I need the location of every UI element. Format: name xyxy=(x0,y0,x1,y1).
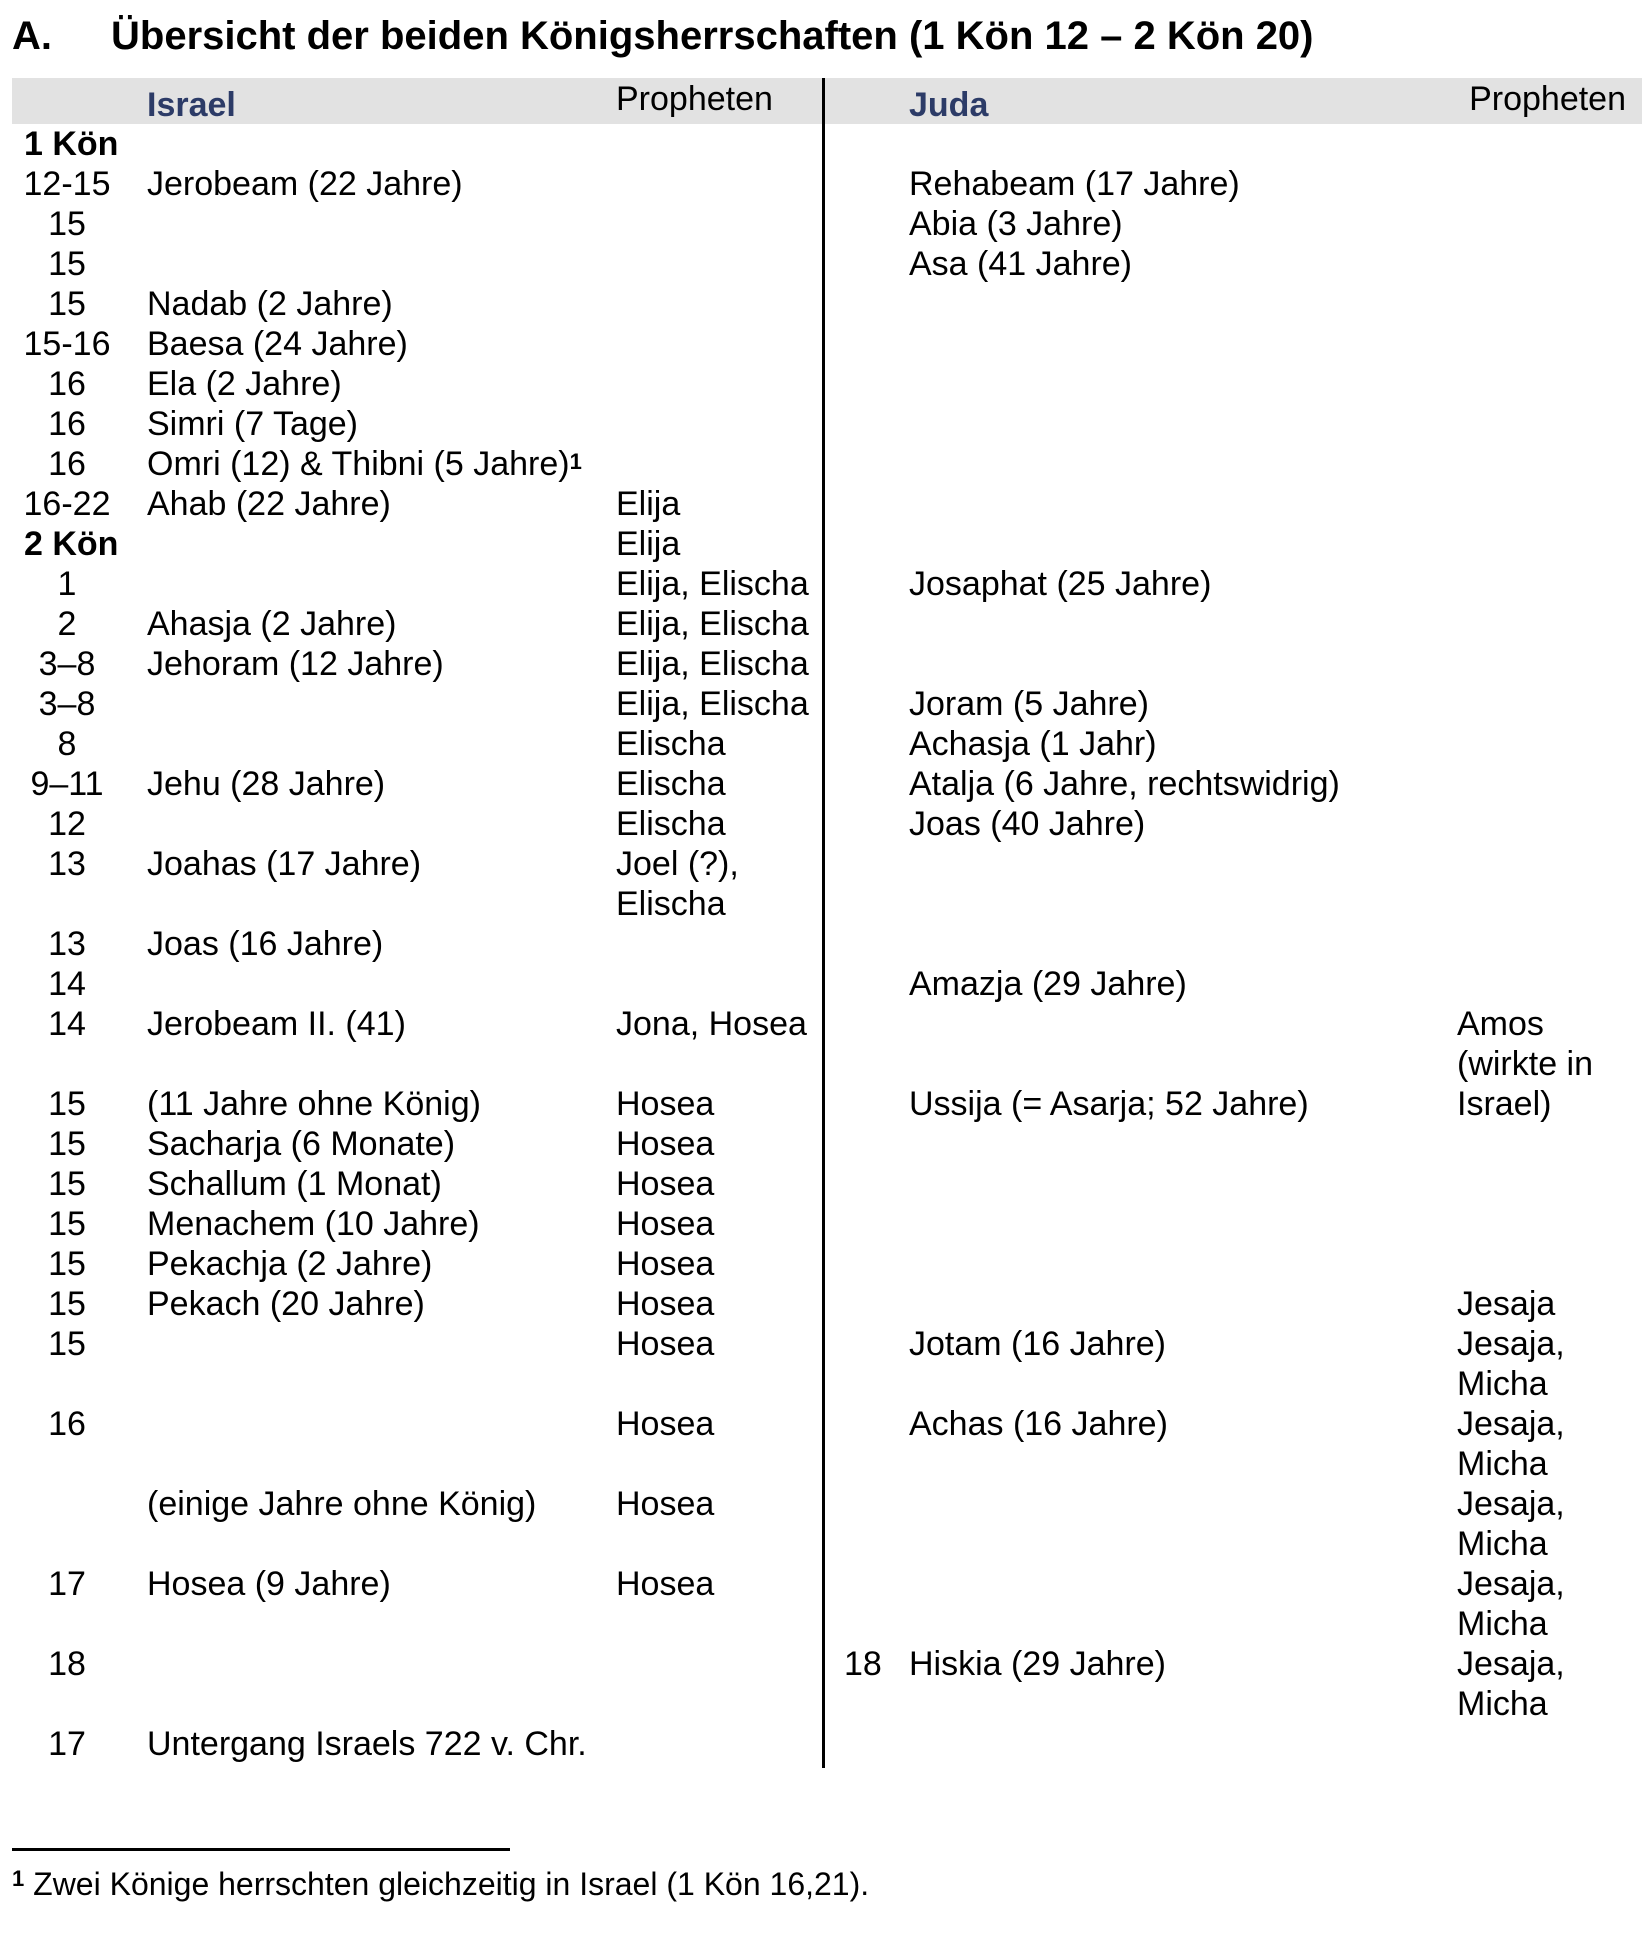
row-reference: 16 xyxy=(48,365,86,403)
juda-king: Amazja (29 Jahre) xyxy=(909,965,1187,1003)
table-row xyxy=(12,1484,1642,1564)
row-reference: 9–11 xyxy=(30,765,104,803)
table-row xyxy=(12,524,1642,564)
juda-king: Joas (40 Jahre) xyxy=(909,805,1146,843)
israel-prophets: Elija, Elischa xyxy=(616,605,809,643)
juda-king: Joram (5 Jahre) xyxy=(909,685,1149,723)
israel-prophets: Hosea xyxy=(616,1405,715,1443)
juda-king: Rehabeam (17 Jahre) xyxy=(909,165,1240,203)
row-reference: 15 xyxy=(48,1285,86,1323)
israel-king: (11 Jahre ohne König) xyxy=(147,1085,481,1123)
row-reference: 8 xyxy=(57,725,77,763)
israel-prophets: Elija, Elischa xyxy=(616,685,809,723)
row-reference: 16 xyxy=(48,445,86,483)
row-reference: 16-22 xyxy=(23,485,111,523)
table-row xyxy=(12,1284,1642,1324)
israel-prophets: Elija, Elischa xyxy=(616,565,809,603)
table-row xyxy=(12,684,1642,724)
table-row xyxy=(12,724,1642,764)
row-reference: 14 xyxy=(48,1005,86,1043)
table-row xyxy=(12,284,1642,324)
israel-king xyxy=(147,444,607,484)
row-reference: 3–8 xyxy=(38,685,96,723)
row-reference: 15 xyxy=(48,1165,86,1203)
table-row xyxy=(12,964,1642,1004)
israel-king: Jerobeam II. (41) xyxy=(147,1005,406,1043)
juda-prophets: Jesaja xyxy=(1457,1285,1556,1323)
israel-king: Ahasja (2 Jahre) xyxy=(147,605,397,643)
column-header-juda: Juda xyxy=(909,86,989,124)
table-row xyxy=(12,644,1642,684)
israel-king-text: Omri (12) & Thibni (5 Jahre) xyxy=(147,445,570,483)
table-row xyxy=(12,164,1642,204)
israel-prophets: Elija xyxy=(616,485,681,523)
juda-king: Hiskia (29 Jahre) xyxy=(909,1645,1166,1683)
table-row xyxy=(12,564,1642,604)
israel-prophets: Hosea xyxy=(616,1165,715,1203)
table-row xyxy=(12,1404,1642,1484)
row-reference: 16 xyxy=(48,405,86,443)
row-reference: 15 xyxy=(48,205,86,243)
table-row xyxy=(12,1164,1642,1204)
israel-king: Pekach (20 Jahre) xyxy=(147,1285,425,1323)
table-row xyxy=(12,484,1642,524)
table-row xyxy=(12,124,1642,164)
table-row xyxy=(12,204,1642,244)
israel-king: Ela (2 Jahre) xyxy=(147,365,342,403)
juda-prophets: Jesaja, Micha xyxy=(1457,1325,1565,1403)
table-row xyxy=(12,1244,1642,1284)
juda-king: Atalja (6 Jahre, rechtswidrig) xyxy=(909,765,1340,803)
row-reference: 18 xyxy=(48,1645,86,1683)
israel-prophets: Joel (?), Elischa xyxy=(616,845,739,923)
juda-prophets: Jesaja, Micha xyxy=(1457,1645,1565,1723)
israel-prophets: Hosea xyxy=(616,1085,715,1123)
israel-prophets: Hosea xyxy=(616,1565,715,1603)
table-body xyxy=(12,124,1642,1764)
kings-table xyxy=(12,78,1642,1768)
footnote xyxy=(12,1866,869,1903)
table-row xyxy=(12,1564,1642,1644)
juda-prophets: Jesaja, Micha xyxy=(1457,1485,1565,1563)
israel-prophets: Hosea xyxy=(616,1285,715,1323)
israel-king: Simri (7 Tage) xyxy=(147,405,358,443)
juda-king: Ussija (= Asarja; 52 Jahre) xyxy=(909,1085,1309,1123)
israel-king: Joas (16 Jahre) xyxy=(147,925,384,963)
row-reference: 14 xyxy=(48,965,86,1003)
israel-king: Jehu (28 Jahre) xyxy=(147,765,386,803)
row-reference: 15 xyxy=(48,1325,86,1363)
juda-prophets: Amos (wirkte in Israel) xyxy=(1457,1005,1594,1123)
table-row xyxy=(12,764,1642,804)
israel-king: (einige Jahre ohne König) xyxy=(147,1485,537,1523)
section-label: A. xyxy=(12,14,52,58)
israel-prophets: Hosea xyxy=(616,1245,715,1283)
israel-king: Pekachja (2 Jahre) xyxy=(147,1245,433,1283)
israel-king: Sacharja (6 Monate) xyxy=(147,1125,456,1163)
column-header-prophets-juda: Propheten xyxy=(1469,80,1626,118)
table-row xyxy=(12,844,1642,924)
row-reference: 15 xyxy=(48,245,86,283)
table-row xyxy=(12,604,1642,644)
israel-prophets: Hosea xyxy=(616,1325,715,1363)
israel-king: Schallum (1 Monat) xyxy=(147,1165,442,1203)
table-row xyxy=(12,404,1642,444)
juda-king: Achasja (1 Jahr) xyxy=(909,725,1157,763)
row-reference: 15 xyxy=(48,1245,86,1283)
israel-king: Hosea (9 Jahre) xyxy=(147,1565,391,1603)
document-heading xyxy=(12,6,1642,62)
row-reference: 15-16 xyxy=(23,325,111,363)
israel-prophets: Hosea xyxy=(616,1125,715,1163)
table-row xyxy=(12,244,1642,284)
israel-king: Ahab (22 Jahre) xyxy=(147,485,391,523)
row-reference: 3–8 xyxy=(38,645,96,683)
juda-king: Josaphat (25 Jahre) xyxy=(909,565,1212,603)
row-reference: 12 xyxy=(48,805,86,843)
table-row xyxy=(12,1084,1642,1124)
israel-king: Joahas (17 Jahre) xyxy=(147,845,422,883)
row-reference: 16 xyxy=(48,1405,86,1443)
juda-prophets: Jesaja, Micha xyxy=(1457,1565,1565,1643)
israel-king: Menachem (10 Jahre) xyxy=(147,1205,480,1243)
israel-prophets: Elija xyxy=(616,525,681,563)
footnote-marker: 1 xyxy=(569,449,582,474)
row-reference: 1 xyxy=(57,565,77,603)
row-reference: 15 xyxy=(48,1085,86,1123)
israel-king: Untergang Israels 722 v. Chr. xyxy=(147,1725,587,1763)
row-reference: 13 xyxy=(48,845,86,883)
table-row xyxy=(12,924,1642,964)
row-reference: 17 xyxy=(48,1725,86,1763)
table-row xyxy=(12,804,1642,844)
column-header-israel: Israel xyxy=(147,86,236,124)
row-reference: 12-15 xyxy=(23,165,111,203)
juda-king: Abia (3 Jahre) xyxy=(909,205,1123,243)
row-reference: 2 Kön xyxy=(24,525,119,563)
table-row xyxy=(12,444,1642,484)
israel-king: Jerobeam (22 Jahre) xyxy=(147,165,463,203)
juda-king: Asa (41 Jahre) xyxy=(909,245,1132,283)
israel-prophets: Elischa xyxy=(616,805,726,843)
table-row xyxy=(12,1324,1642,1404)
footnote-number: 1 xyxy=(12,1866,25,1891)
table-row xyxy=(12,1204,1642,1244)
footnote-divider xyxy=(12,1848,510,1851)
juda-prophets: Jesaja, Micha xyxy=(1457,1405,1565,1483)
israel-prophets: Elija, Elischa xyxy=(616,645,809,683)
footnote-text: Zwei Könige herrschten gleichzeitig in Israel (1 Kön 16,21). xyxy=(24,1866,870,1902)
table-row xyxy=(12,1724,1642,1764)
israel-prophets: Jona, Hosea xyxy=(616,1005,807,1043)
table-row xyxy=(12,324,1642,364)
juda-king: Jotam (16 Jahre) xyxy=(909,1325,1166,1363)
israel-prophets: Hosea xyxy=(616,1485,715,1523)
juda-reference: 18 xyxy=(844,1645,882,1683)
juda-king: Achas (16 Jahre) xyxy=(909,1405,1168,1443)
row-reference: 1 Kön xyxy=(24,125,119,163)
israel-king: Jehoram (12 Jahre) xyxy=(147,645,444,683)
page-title: Übersicht der beiden Königsherrschaften (1 Kön 12 – 2 Kön 20) xyxy=(111,14,1314,58)
israel-king: Nadab (2 Jahre) xyxy=(147,285,393,323)
table-row xyxy=(12,1644,1642,1724)
row-reference: 13 xyxy=(48,925,86,963)
row-reference: 15 xyxy=(48,285,86,323)
israel-prophets: Elischa xyxy=(616,765,726,803)
israel-king: Baesa (24 Jahre) xyxy=(147,325,408,363)
row-reference: 17 xyxy=(48,1565,86,1603)
table-header xyxy=(12,78,1642,124)
israel-prophets: Hosea xyxy=(616,1205,715,1243)
row-reference: 2 xyxy=(57,605,77,643)
column-header-prophets-israel: Propheten xyxy=(616,80,773,118)
israel-prophets: Elischa xyxy=(616,725,726,763)
table-row xyxy=(12,364,1642,404)
row-reference: 15 xyxy=(48,1205,86,1243)
row-reference: 15 xyxy=(48,1125,86,1163)
table-row xyxy=(12,1124,1642,1164)
